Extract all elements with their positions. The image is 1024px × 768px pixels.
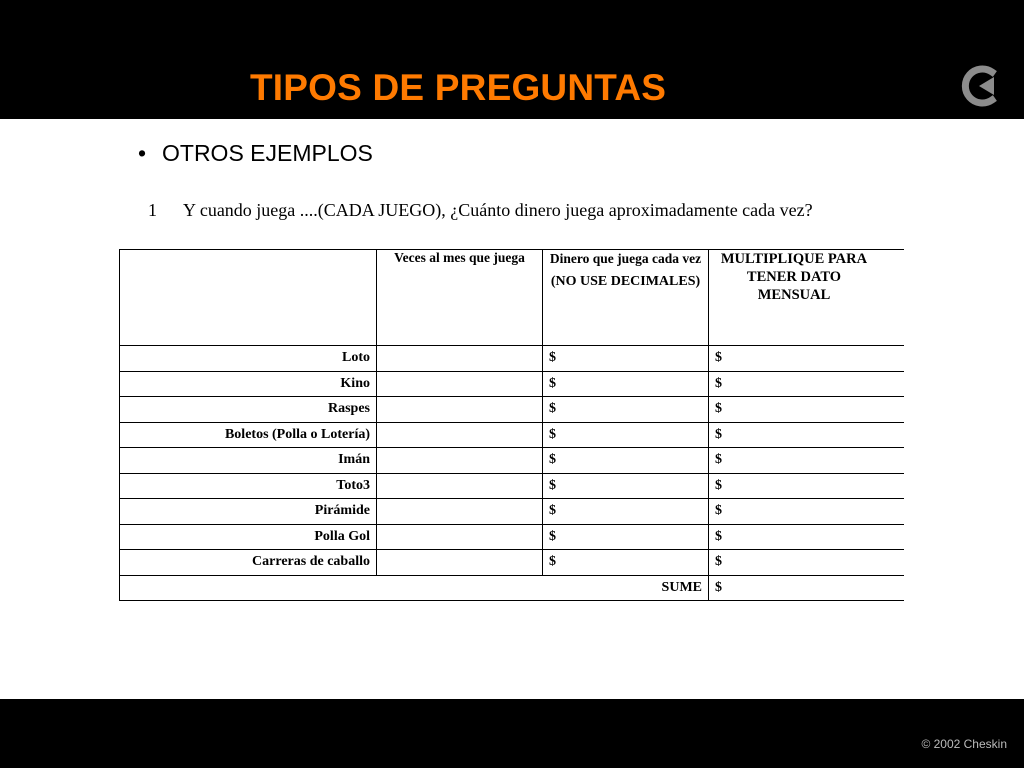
table-row [120,397,905,423]
bullet-dot: • [138,140,147,166]
dinero-cell[interactable]: $ [543,524,709,550]
header-empty-cell [120,250,377,346]
game-label: Imán [120,448,377,474]
mensual-cell[interactable]: $ [709,371,905,397]
slide-title: TIPOS DE PREGUNTAS [250,67,667,108]
veces-cell[interactable] [377,371,543,397]
game-label: Toto3 [120,473,377,499]
mensual-cell[interactable]: $ [709,524,905,550]
copyright-text: © 2002 Cheskin [921,737,1007,751]
table-row [120,524,905,550]
footer-bar [0,699,1024,768]
header-multiplique [709,250,905,346]
header-multiplique-label: MULTIPLIQUE PARA TENER DATO MENSUAL [720,251,868,303]
veces-cell[interactable] [377,346,543,372]
veces-cell[interactable] [377,499,543,525]
veces-cell[interactable] [377,473,543,499]
question-number: 1 [148,200,157,220]
dinero-cell[interactable]: $ [543,397,709,423]
mensual-cell[interactable]: $ [709,550,905,576]
mensual-cell[interactable]: $ [709,448,905,474]
veces-cell[interactable] [377,422,543,448]
game-label: Pirámide [120,499,377,525]
header-dinero-note: (NO USE DECIMALES) [550,274,701,289]
bullet-text: OTROS EJEMPLOS [162,140,373,166]
survey-table-container [119,249,904,601]
table-row [120,371,905,397]
sum-label: SUME [120,575,709,601]
table-row [120,346,905,372]
mensual-cell[interactable]: $ [709,473,905,499]
game-label: Carreras de caballo [120,550,377,576]
dinero-cell[interactable]: $ [543,448,709,474]
sum-row [120,575,905,601]
table-row [120,499,905,525]
table-row [120,422,905,448]
table-row [120,550,905,576]
game-label: Loto [120,346,377,372]
bullet-item [138,138,373,168]
question-text: Y cuando juega ....(CADA JUEGO), ¿Cuánto dinero juega aproximadamente cada vez? [183,200,813,220]
mensual-cell[interactable]: $ [709,346,905,372]
game-label: Boletos (Polla o Lotería) [120,422,377,448]
header-veces: Veces al mes que juega [377,250,543,346]
header-bar [0,0,1024,119]
survey-table [119,249,904,601]
mensual-cell[interactable]: $ [709,422,905,448]
table-header-row [120,250,905,346]
game-label: Kino [120,371,377,397]
dinero-cell[interactable]: $ [543,473,709,499]
sum-value-cell[interactable]: $ [709,575,905,601]
header-dinero [543,250,709,346]
dinero-cell[interactable]: $ [543,422,709,448]
game-label: Raspes [120,397,377,423]
dinero-cell[interactable]: $ [543,371,709,397]
cheskin-logo-icon [958,63,1000,109]
veces-cell[interactable] [377,448,543,474]
table-row [120,448,905,474]
dinero-cell[interactable]: $ [543,346,709,372]
game-label: Polla Gol [120,524,377,550]
mensual-cell[interactable]: $ [709,397,905,423]
header-dinero-label: Dinero que juega cada vez [549,251,702,266]
dinero-cell[interactable]: $ [543,550,709,576]
mensual-cell[interactable]: $ [709,499,905,525]
table-row [120,473,905,499]
veces-cell[interactable] [377,550,543,576]
veces-cell[interactable] [377,397,543,423]
dinero-cell[interactable]: $ [543,499,709,525]
veces-cell[interactable] [377,524,543,550]
